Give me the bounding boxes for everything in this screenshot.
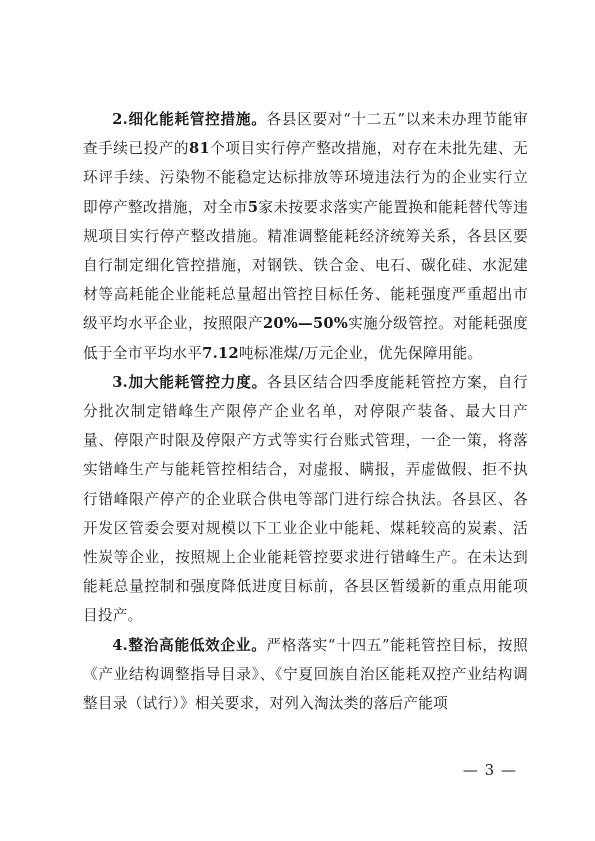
text-segment: 严格落实“十四五”能耗管控目标，按照《产业结构调整指导目录》、《宁夏回族自治区能耗双控产业结构调整目录（试行）》相关要求，对列入淘汰类的落后产能项 <box>83 636 528 713</box>
text-segment: 家未按要求落实产能置换和能耗替代等违规项目实行停产整改措施。精准调整能耗经济统筹关系，各县区要自行制定细化管控措施，对钢铁、铁合金、电石、碳化硅、水泥建材等高耗能企业能耗总量超出管控目标任务、能耗强度严重超出市级平均水平企业，按照限产 <box>83 198 528 333</box>
text-segment: 实施分级管控。对能耗强度低于全市平均水平 <box>83 315 528 362</box>
paragraph-4-heading: 4.整治高能低效企业。 <box>112 636 267 654</box>
paragraph-3-heading: 3.加大能耗管控力度。 <box>112 373 267 391</box>
text-segment: 个项目实行停产整改措施，对存在未批先建、无环评手续、污染物不能稳定达标排放等环境违法行为的企业实行立即停产整改措施，对全市 <box>83 140 528 216</box>
text-segment: 各县区要对“十二五”以来未办理节能审查手续已投产的 <box>83 111 528 158</box>
paragraph-4 <box>83 631 528 719</box>
paragraph-3 <box>83 368 528 631</box>
bold-number: 20%—50% <box>262 315 349 333</box>
bold-number: 81 <box>189 140 210 158</box>
bold-number: 5 <box>247 198 259 216</box>
document-body <box>83 105 528 718</box>
bold-number: 7.12 <box>202 344 239 362</box>
paragraph-2 <box>83 105 528 368</box>
paragraph-2-heading: 2.细化能耗管控措施。 <box>112 111 267 128</box>
text-segment: 吨标准煤/万元企业，优先保障用能。 <box>238 344 483 362</box>
text-segment: 各县区结合四季度能耗管控方案，自行分批次制定错峰生产限停产企业名单，对停限产装备、最大日产量、停限产时限及停限产方式等实行台账式管理，一企一策，将落实错峰生产与能耗管控相结合，对虚报、瞒报，弄虚做假、拒不执行错峰限产停产的企业联合供电等部门进行综合执法。各县区、各开发区管委会要对规模以下工业企业中能耗、煤耗较高的炭素、活性炭等企业，按照规上企业能耗管控要求进行错峰生产。在未达到能耗总量控制和强度降低进度目标前，各县区暂缓新的重点用能项目投产。 <box>83 373 528 625</box>
page-number: — 3 — <box>462 761 517 779</box>
